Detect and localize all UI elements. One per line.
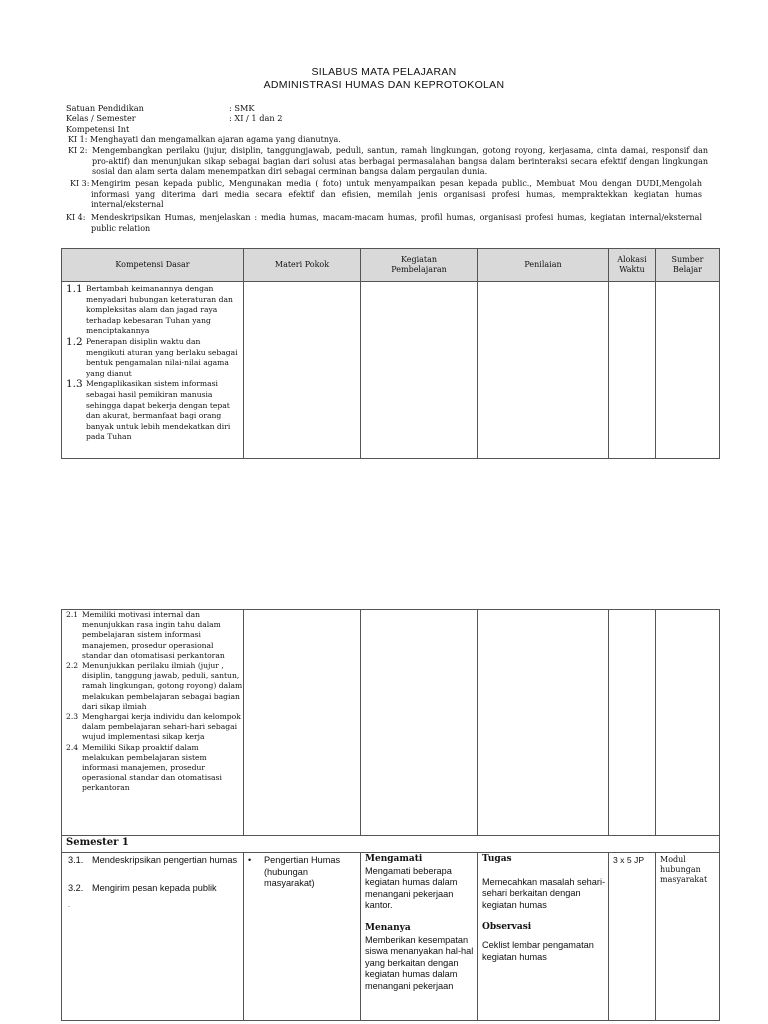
- table-row-kd1: [62, 282, 720, 459]
- header-sumber-1: Sumber: [671, 255, 704, 264]
- kd-item-1-1: [66, 284, 239, 337]
- kd-num: 3.2.: [68, 882, 84, 893]
- kd-text: Menghargai kerja individu dan kelompok dalam pembelajaran sehari-hari sebagai wujud implementasi sikap kerja: [82, 712, 241, 742]
- kd-num: 1.1: [66, 283, 83, 295]
- header-alokasi-1: Alokasi: [617, 255, 647, 264]
- header-materi-pokok: Materi Pokok: [244, 249, 361, 282]
- kd-dot: .: [68, 902, 70, 910]
- tugas-label: Tugas: [482, 854, 512, 864]
- kd-num: 1.2: [66, 335, 83, 348]
- ki-4-label: KI 4:: [66, 213, 86, 222]
- kd-item-2-2: [66, 661, 243, 712]
- document-title-2: ADMINISTRASI HUMAS DAN KEPROTOKOLAN: [263, 79, 505, 91]
- kd1-cell: [62, 282, 244, 459]
- header-kompetensi-dasar: Kompetensi Dasar: [62, 249, 244, 282]
- ki-4: [66, 213, 702, 234]
- tugas-text: Memecahkan masalah sehari-sehari berkaitan dengan kegiatan humas: [482, 876, 606, 910]
- empty-cell: [656, 610, 720, 836]
- ki-1: [68, 135, 708, 146]
- ki-2-label: KI 2:: [68, 146, 88, 155]
- materi-text: Pengertian Humas (hubungan masyarakat): [264, 855, 341, 889]
- kd-num: 3.1.: [68, 855, 84, 865]
- kd3-cell: [62, 853, 244, 1021]
- materi-item: [248, 855, 358, 890]
- empty-cell: [609, 610, 656, 836]
- kd-num: 2.4: [66, 742, 79, 752]
- kegiatan-cell: [361, 853, 478, 1021]
- table-header-row: [62, 249, 720, 282]
- meta-kompetensi-inti: Kompetensi Int: [66, 124, 130, 134]
- table-row-semester-1: [62, 853, 720, 1021]
- ki-1-text: Menghayati dan mengamalkan ajaran agama yang dianutnya.: [90, 135, 341, 144]
- kd-num: 2.1: [66, 610, 79, 619]
- kd-num: 2.3: [66, 712, 79, 722]
- header-alokasi-2: Waktu: [619, 265, 645, 274]
- menanya-label: Menanya: [365, 922, 411, 933]
- meta-satuan-label: Satuan Pendidikan: [66, 103, 144, 113]
- empty-cell: [478, 282, 609, 459]
- kd-text: Mendeskripsikan pengertian humas: [92, 855, 238, 865]
- semester-label: Semester 1: [62, 836, 720, 853]
- penilaian-cell: [478, 853, 609, 1021]
- bullet-icon: •: [248, 855, 252, 865]
- mengamati-label: Mengamati: [365, 854, 423, 864]
- kd-num: 2.2: [66, 661, 79, 671]
- empty-cell: [656, 282, 720, 459]
- menanya-text: Memberikan kesempatan siswa menanyakan hal-hal yang berkaitan dengan kegiatan humas dalam menangani pekerjaan: [365, 934, 474, 991]
- ki-1-label: KI 1:: [68, 135, 88, 144]
- meta-kelas-label: Kelas / Semester: [66, 113, 136, 123]
- ki-2-text: Mengembangkan perilaku (jujur, disiplin, tanggungjawab, peduli, santun, ramah lingkungan, gotong royong, kerjasama, cinta damai, responsif dan pro-aktif) dan menunjukan sikap sebagai bagian dari solusi atas berbagai permasalahan bangsa dalam berinteraksi secara efektif dengan lingkungan sosial dan alam serta dalam menempatkan diri sebagai cerminan bangsa dalam pergaulan dunia.: [92, 146, 708, 176]
- empty-cell: [361, 282, 478, 459]
- kd-text: Memiliki motivasi internal dan menunjukkan rasa ingin tahu dalam pembelajaran sistem informasi manajemen, prosedur operasional standar dan otomatisasi perkantoran: [82, 610, 225, 660]
- meta-satuan-value: : SMK: [229, 103, 255, 113]
- alokasi-cell: 3 x 5 JP: [609, 853, 656, 1021]
- kd-text: Mengirim pesan kepada publik: [92, 882, 217, 893]
- semester-row: [62, 836, 720, 853]
- sumber-cell: Modul hubungan masyarakat: [656, 853, 720, 1021]
- syllabus-table-2: [61, 609, 720, 1021]
- empty-cell: [244, 610, 361, 836]
- kd-item-2-4: [66, 743, 243, 794]
- ki-2: [68, 146, 708, 178]
- observasi-text: Ceklist lembar pengamatan kegiatan humas: [482, 939, 594, 962]
- header-alokasi: [609, 249, 656, 282]
- materi-cell: [244, 853, 361, 1021]
- kd-item-2-1: [66, 610, 243, 661]
- header-sumber-2: Belajar: [672, 265, 702, 274]
- document-title-1: SILABUS MATA PELAJARAN: [311, 66, 457, 78]
- meta-satuan: [66, 103, 254, 113]
- ki-3-label: KI 3:: [70, 179, 90, 188]
- kd-num: 1.3: [66, 378, 83, 391]
- empty-cell: [244, 282, 361, 459]
- kd-text: Menunjukkan perilaku ilmiah (jujur , disiplin, tanggung jawab, peduli, santun, ramah lingkungan, gotong royong) dalam melakukan pembelajaran sebagai bagian dari sikap ilmiah: [82, 661, 243, 711]
- mengamati-text: Mengamati beberapa kegiatan humas dalam menangani pekerjaan kantor.: [365, 865, 458, 911]
- kd-text: Penerapan disiplin waktu dan mengikuti aturan yang berlaku sebagai bentuk pengamalan nilai-nilai agama yang dianut: [86, 336, 238, 378]
- header-penilaian: Penilaian: [478, 249, 609, 282]
- kd2-cell: [62, 610, 244, 836]
- kd-text: Bertambah keimanannya dengan menyadari hubungan keteraturan dan kompleksitas alam dan jagad raya terhadap kebesaran Tuhan yang menciptakannya: [86, 284, 233, 336]
- table-row-kd2: [62, 610, 720, 836]
- kd-item-2-3: [66, 712, 243, 743]
- empty-cell: [361, 610, 478, 836]
- ki-4-text: Mendeskripsikan Humas, menjelaskan : media humas, macam-macam humas, profil humas, organisasi profesi humas, kegiatan internal/eksternal public relation: [91, 213, 702, 233]
- header-sumber: [656, 249, 720, 282]
- kd-item-1-2: [66, 337, 239, 379]
- header-kegiatan: [361, 249, 478, 282]
- empty-cell: [609, 282, 656, 459]
- kd-item-3-2: [68, 883, 239, 895]
- header-kegiatan-1: Kegiatan: [400, 255, 438, 264]
- kd-text: Mengaplikasikan sistem informasi sebagai hasil pemikiran manusia sehingga dapat bekerja dengan tepat dan akurat, bermanfaat bagi orang banyak untuk lebih mendekatkan diri pada Tuhan: [86, 379, 231, 442]
- ki-3: [70, 179, 702, 211]
- meta-kelas-value: : XI / 1 dan 2: [229, 113, 283, 123]
- empty-cell: [478, 610, 609, 836]
- observasi-label: Observasi: [482, 922, 532, 933]
- syllabus-table-1: [61, 248, 720, 459]
- ki-3-text: Mengirim pesan kepada public, Mengunakan media ( foto) untuk menyampaikan pesan kepada public., Membuat Mou dengan DUDI,Mengolah informasi yang diterima dari media secara efektif dan efisien, memilah jenis organisasi profesi humas, mempraktekkan kegiatan humas internal/eksternal: [91, 179, 702, 209]
- kd-item-1-3: [66, 379, 239, 443]
- kd-item-3-1: [68, 855, 239, 867]
- kd-text: Memiliki Sikap proaktif dalam melakukan pembelajaran sistem informasi manajemen, prosedur operasional standar dan otomatisasi perkantoran: [82, 742, 222, 793]
- header-kegiatan-2: Pembelajaran: [391, 265, 447, 274]
- meta-kelas: [66, 113, 282, 123]
